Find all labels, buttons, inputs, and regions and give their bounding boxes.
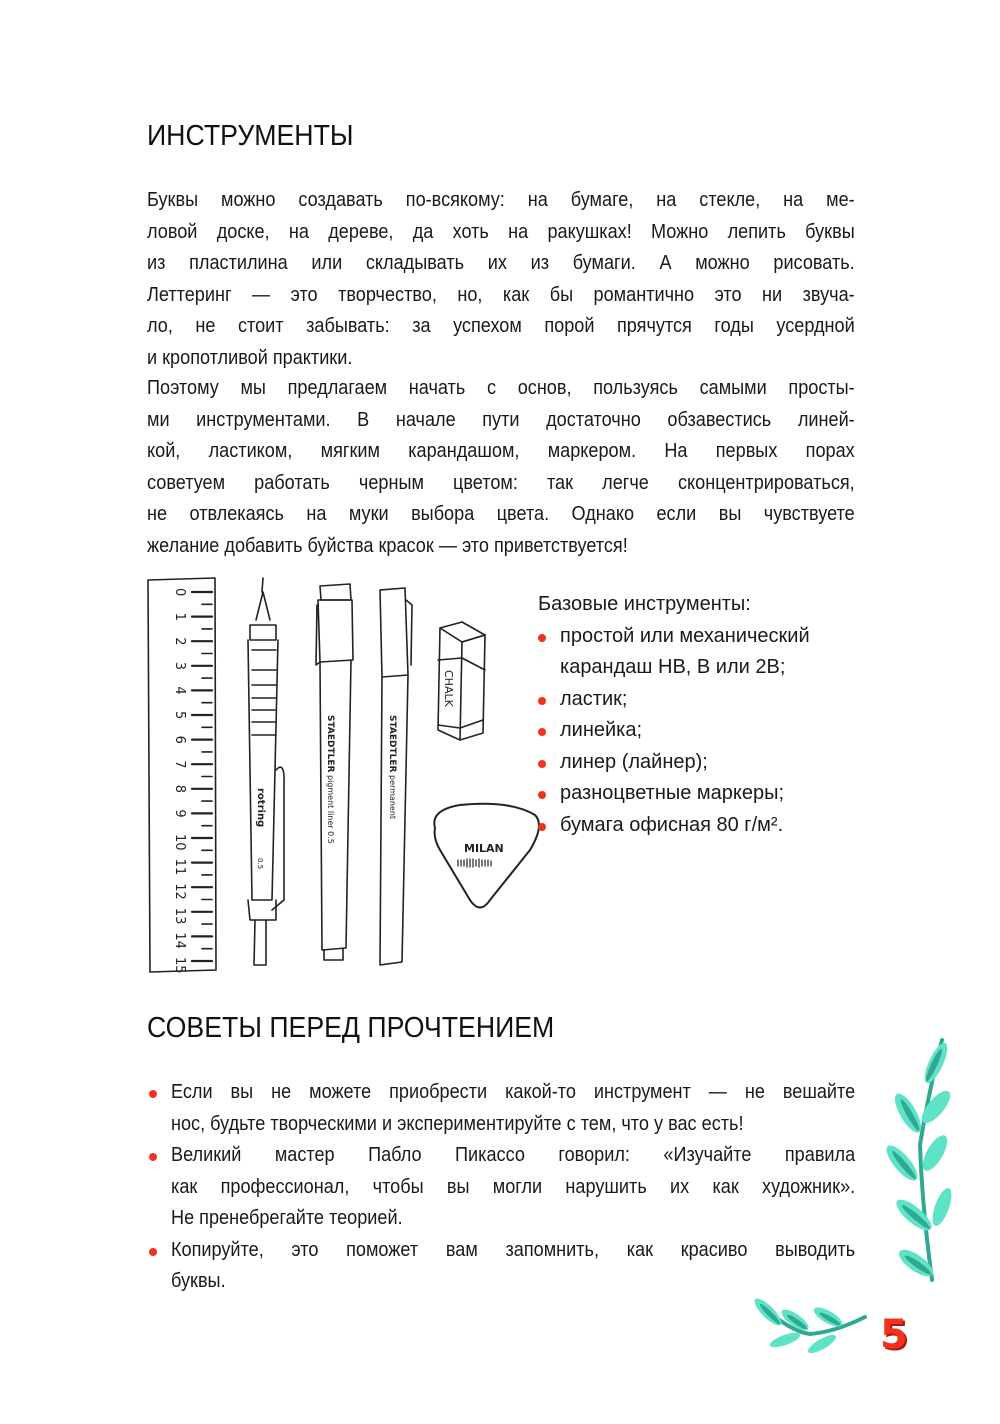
svg-text:5: 5 [172, 711, 187, 720]
svg-text:3: 3 [172, 661, 187, 671]
chalk-eraser-icon [438, 622, 485, 740]
mechanical-pencil-icon [248, 578, 284, 965]
text-line: ловой доске, на дереве, да хоть на ракушках! Можно лепить буквы [147, 220, 855, 243]
svg-text:8: 8 [172, 784, 187, 794]
text-line: Леттеринг — это творчество, но, как бы романтично это ни звуча- [147, 283, 855, 306]
basic-tools-list [538, 589, 858, 841]
text-line: Поэтому мы предлагаем начать с основ, пользуясь самыми просты- [147, 377, 855, 399]
svg-text:2: 2 [172, 637, 187, 646]
list-item: бумага офисная 80 г/м². [538, 810, 858, 842]
svg-text:10: 10 [172, 834, 187, 851]
list-item: Если вы не можете приобрести какой-то инструмент — не вешайте нос, будьте творческими и экспериментируйте с тем, что у вас есть! [147, 1077, 857, 1140]
svg-text:pigment liner 0.5: pigment liner 0.5 [326, 775, 335, 844]
section-heading-tools: ИНСТРУМЕНТЫ [147, 120, 354, 152]
text-line: Буквы можно создавать по-всякому: на бумаге, на стекле, на ме- [147, 189, 855, 211]
bullet-icon [149, 1090, 157, 1098]
list-item: линейка; [538, 715, 858, 747]
pigment-liner-icon [316, 584, 353, 960]
svg-text:0.5: 0.5 [256, 858, 264, 870]
leaf-branch-icon [750, 1292, 870, 1362]
svg-text:15: 15 [172, 957, 187, 974]
bullet-icon [538, 760, 546, 768]
bullet-icon [538, 823, 546, 831]
bullet-icon [149, 1153, 157, 1161]
svg-text:12: 12 [172, 883, 187, 900]
text-line: не отвлекаясь на муки выбора цвета. Однако если вы чувствуете [147, 503, 855, 525]
text-line: желание добавить буйства красок — это приветствуется! [147, 534, 628, 557]
text-line: из пластилина или складывать их из бумаги. А можно рисовать. [147, 252, 855, 274]
svg-text:4: 4 [172, 686, 187, 695]
page-number: 5 [880, 1312, 908, 1358]
text-line: ло, не стоит забывать: за успехом порой прячутся годы усердной [147, 315, 855, 337]
svg-text:MILAN: MILAN [464, 842, 504, 855]
svg-text:0: 0 [172, 588, 187, 597]
svg-text:13: 13 [172, 907, 187, 925]
permanent-marker-icon [380, 588, 412, 965]
bullet-icon [538, 791, 546, 799]
section-heading-tips: СОВЕТЫ ПЕРЕД ПРОЧТЕНИЕМ [147, 1012, 555, 1044]
milan-eraser-icon [434, 804, 539, 908]
list-item: линер (лайнер); [538, 747, 858, 779]
svg-text:CHALK: CHALK [442, 670, 455, 707]
text-line: и кропотливой практики. [147, 346, 353, 369]
svg-text:STAEDTLER: STAEDTLER [387, 715, 397, 773]
text-line: советуем работать черным цветом: так легче сконцентрироваться, [147, 471, 855, 494]
text-line: ми инструментами. В начале пути достаточно обзавестись линей- [147, 408, 855, 431]
svg-text:1: 1 [172, 612, 187, 621]
svg-text:rotring: rotring [255, 788, 266, 828]
advice-paragraph [147, 373, 855, 562]
intro-paragraph [147, 185, 855, 374]
text-line: кой, ластиком, мягким карандашом, маркером. На первых порах [147, 440, 855, 462]
svg-text:6: 6 [172, 735, 187, 744]
bullet-icon [149, 1248, 157, 1256]
ruler-icon [148, 578, 216, 974]
list-item: Великий мастер Пабло Пикассо говорил: «Изучайте правила как профессионал, чтобы вы могли нарушить их как художник». Не пренебрегайте теорией. [147, 1140, 857, 1235]
list-item: ластик; [538, 684, 858, 716]
svg-text:7: 7 [172, 760, 187, 769]
tools-illustration [140, 570, 560, 990]
list-item: разноцветные маркеры; [538, 778, 858, 810]
bullet-icon [538, 697, 546, 705]
svg-text:11: 11 [172, 858, 187, 876]
list-item: Копируйте, это поможет вам запомнить, как красиво выводить буквы. [147, 1235, 857, 1298]
svg-text:9: 9 [172, 809, 187, 818]
svg-text:permanent: permanent [388, 775, 397, 820]
list-item: простой или механический карандаш HB, B или 2B; [538, 621, 858, 684]
svg-text:STAEDTLER: STAEDTLER [325, 715, 335, 773]
svg-text:14: 14 [172, 932, 187, 949]
bullet-icon [538, 634, 546, 642]
leaf-sprig-icon [870, 1035, 990, 1285]
tools-list-title: Базовые инструменты: [538, 593, 751, 615]
tips-list [147, 1077, 857, 1298]
bullet-icon [538, 728, 546, 736]
